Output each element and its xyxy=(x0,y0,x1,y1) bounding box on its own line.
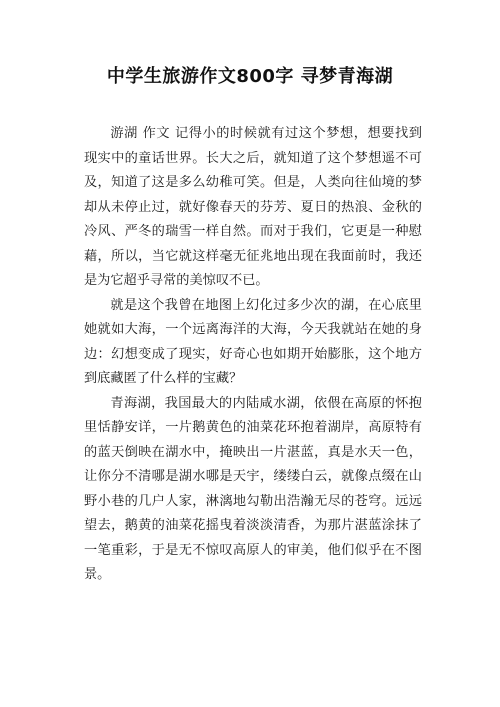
document-body xyxy=(84,122,422,588)
document-title: 中学生旅游作文800字 寻梦青海湖 xyxy=(106,66,394,87)
paragraph: 就是这个我曾在地图上幻化过多少次的湖，在心底里她就如大海，一个远离海洋的大海，今天我就站在她的身边：幻想变成了现实，好奇心也如期开始膨胀，这个地方到底藏匿了什么样的宝藏？ xyxy=(84,297,422,386)
paragraph: 青海湖，我国最大的内陆咸水湖，依偎在高原的怀抱里恬静安详，一片鹅黄色的油菜花环抱着湖岸，高原特有的蓝天倒映在湖水中，掩映出一片湛蓝，真是水天一色，让你分不清哪是湖水哪是天宇，缕缕白云，就像点缀在山野小巷的几户人家，淋漓地勾勒出浩瀚无尽的苍穹。远远望去，鹅黄的油菜花摇曳着淡淡清香，为那片湛蓝涂抹了一笔重彩，于是无不惊叹高原人的审美，他们似乎在不图景。 xyxy=(84,395,422,582)
paragraph: 游湖 作文 记得小的时候就有过这个梦想，想要找到现实中的童话世界。长大之后，就知道了这个梦想遥不可及，知道了这是多么幼稚可笑。但是，人类向往仙境的梦却从未停止过，就好像春天的芬芳、夏日的热浪、金秋的冷风、严冬的瑞雪一样自然。而对于我们，它更是一种慰藉，所以，当它就这样毫无征兆地出现在我面前时，我还是为它超乎寻常的美惊叹不已。 xyxy=(84,126,422,288)
